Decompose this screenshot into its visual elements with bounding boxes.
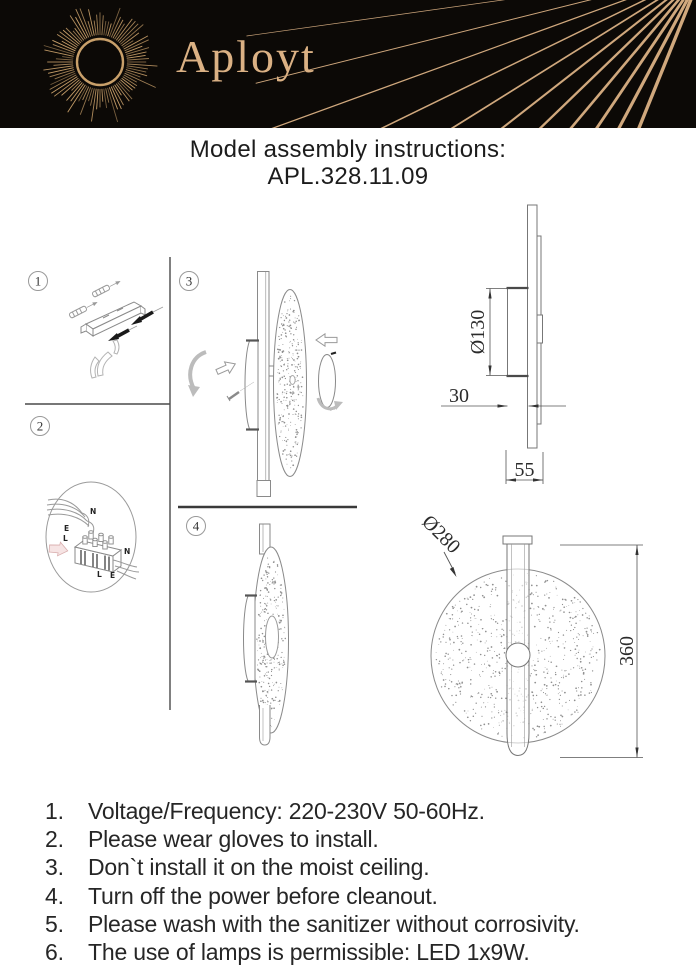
list-item: 1. Voltage/Frequency: 220-230V 50-60Hz.	[45, 798, 485, 824]
lock-ring	[318, 353, 343, 411]
label-e-left: E	[64, 524, 70, 533]
model-number: APL.328.11.09	[267, 163, 429, 190]
rotate-arrow-icon	[190, 352, 206, 389]
dimension-mount-diameter: Ø130	[467, 309, 489, 355]
label-l-bottom: L	[97, 570, 102, 579]
label-l-left: L	[63, 534, 68, 543]
instruction-list	[45, 797, 685, 966]
step-2-wiring-drawing	[46, 482, 139, 592]
dimension-height: 360	[616, 636, 638, 666]
page-title: Model assembly instructions:	[189, 136, 507, 163]
list-item: 2. Please wear gloves to install.	[45, 826, 379, 853]
step-1-bracket-drawing	[69, 279, 163, 378]
step-1-number: 1	[34, 273, 42, 289]
front-view-dimension-drawing	[417, 511, 643, 758]
panel-dividers	[25, 257, 357, 710]
list-item: 4. Turn off the power before cleanout.	[45, 882, 438, 909]
dimension-shade-diameter: Ø280	[417, 510, 465, 558]
step-3-number: 3	[185, 273, 193, 289]
step-2-number: 2	[36, 418, 44, 434]
list-item: 3. Don`t install it on the moist ceiling.	[45, 854, 430, 881]
strap-parts	[91, 340, 119, 378]
list-item: 6. The use of lamps is permissible: LED 1x9W.	[45, 939, 530, 966]
mounting-bracket	[81, 302, 145, 336]
dimension-width: 55	[514, 459, 535, 481]
dimension-depth: 30	[449, 385, 469, 407]
label-n-top: N	[90, 507, 97, 516]
step-4-number: 4	[192, 518, 200, 534]
wires-in	[47, 499, 97, 533]
push-arrow-icon	[214, 358, 237, 377]
brand-logo-text: Aployt	[176, 31, 316, 82]
terminal-block	[75, 541, 121, 572]
step-4-assembled-drawing	[244, 524, 289, 745]
side-view-dimension-drawing	[441, 205, 566, 484]
label-n-right: N	[124, 547, 131, 556]
slide-arrow-icon	[316, 334, 337, 346]
label-e-bottom: E	[110, 571, 116, 580]
step-3-shade-mounting-drawing	[185, 272, 343, 497]
list-item: 5. Please wash with the sanitizer without corrosivity.	[45, 910, 580, 937]
